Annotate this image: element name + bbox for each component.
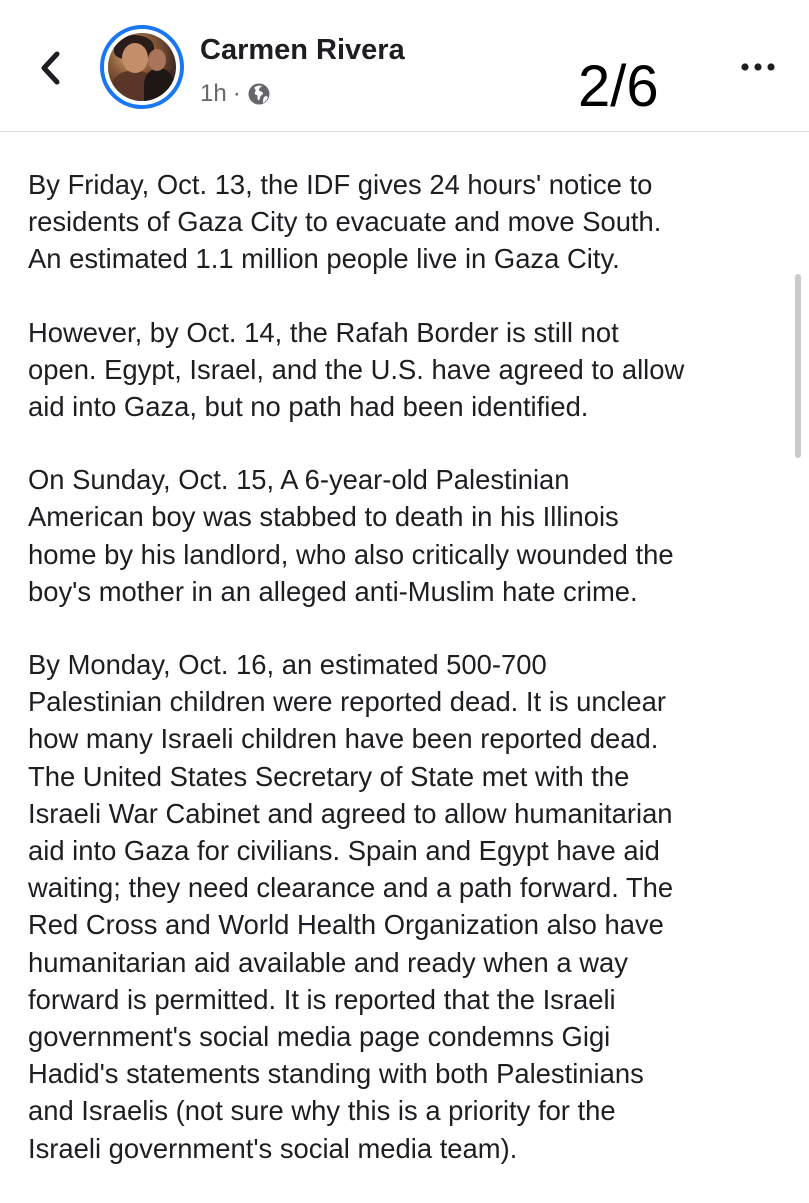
text-line: Red Cross and World Health Organization also have [28, 909, 664, 941]
text-line: humanitarian aid available and ready when a way [28, 946, 628, 978]
text-line: waiting; they need clearance and a path forward. The [28, 872, 674, 904]
text-line: forward is permitted. It is reported that the Israeli [28, 983, 616, 1015]
more-dots-icon [740, 62, 776, 72]
meta-separator: · [232, 80, 241, 107]
page-counter: 2/6 [578, 54, 659, 119]
text-line: Israeli government's social media team). [28, 1132, 518, 1164]
post-paragraph [28, 314, 790, 426]
more-options-button[interactable] [736, 52, 780, 82]
text-line: Israeli War Cabinet and agreed to allow humanitarian [28, 797, 673, 829]
post-meta [200, 80, 271, 108]
back-button[interactable] [30, 46, 70, 90]
text-line: However, by Oct. 14, the Rafah Border is still not [28, 316, 619, 348]
avatar-image [108, 33, 176, 101]
text-line: aid into Gaza, but no path had been identified. [28, 391, 589, 423]
text-line: An estimated 1.1 million people live in Gaza City. [28, 243, 620, 275]
text-line: government's social media page condemns Gigi [28, 1021, 611, 1053]
post-paragraph [28, 646, 790, 1167]
text-line: and Israelis (not sure why this is a priority for the [28, 1095, 616, 1127]
author-name[interactable]: Carmen Rivera [200, 34, 405, 66]
scrollbar-thumb[interactable] [795, 274, 801, 458]
text-line: residents of Gaza City to evacuate and move South. [28, 206, 662, 238]
post-time[interactable]: 1h [200, 80, 227, 107]
post-body [28, 166, 790, 1203]
text-line: Hadid's statements standing with both Palestinians [28, 1058, 644, 1090]
avatar[interactable] [100, 25, 184, 109]
post-paragraph [28, 166, 790, 278]
text-line: Palestinian children were reported dead. It is unclear [28, 686, 666, 718]
text-line: The United States Secretary of State met with the [28, 760, 630, 792]
post-header [0, 0, 809, 132]
globe-icon[interactable] [247, 82, 271, 106]
text-line: open. Egypt, Israel, and the U.S. have agreed to allow [28, 353, 685, 385]
text-line: home by his landlord, who also critically wounded the [28, 538, 674, 570]
chevron-left-icon [37, 48, 63, 88]
post-paragraph [28, 461, 790, 610]
text-line: boy's mother in an alleged anti-Muslim hate crime. [28, 575, 638, 607]
text-line: By Friday, Oct. 13, the IDF gives 24 hours' notice to [28, 169, 653, 200]
text-line: By Monday, Oct. 16, an estimated 500-700 [28, 649, 547, 681]
text-line: On Sunday, Oct. 15, A 6-year-old Palestinian [28, 464, 570, 496]
text-line: how many Israeli children have been reported dead. [28, 723, 659, 755]
text-line: aid into Gaza for civilians. Spain and Egypt have aid [28, 835, 660, 867]
text-line: American boy was stabbed to death in his Illinois [28, 501, 619, 533]
